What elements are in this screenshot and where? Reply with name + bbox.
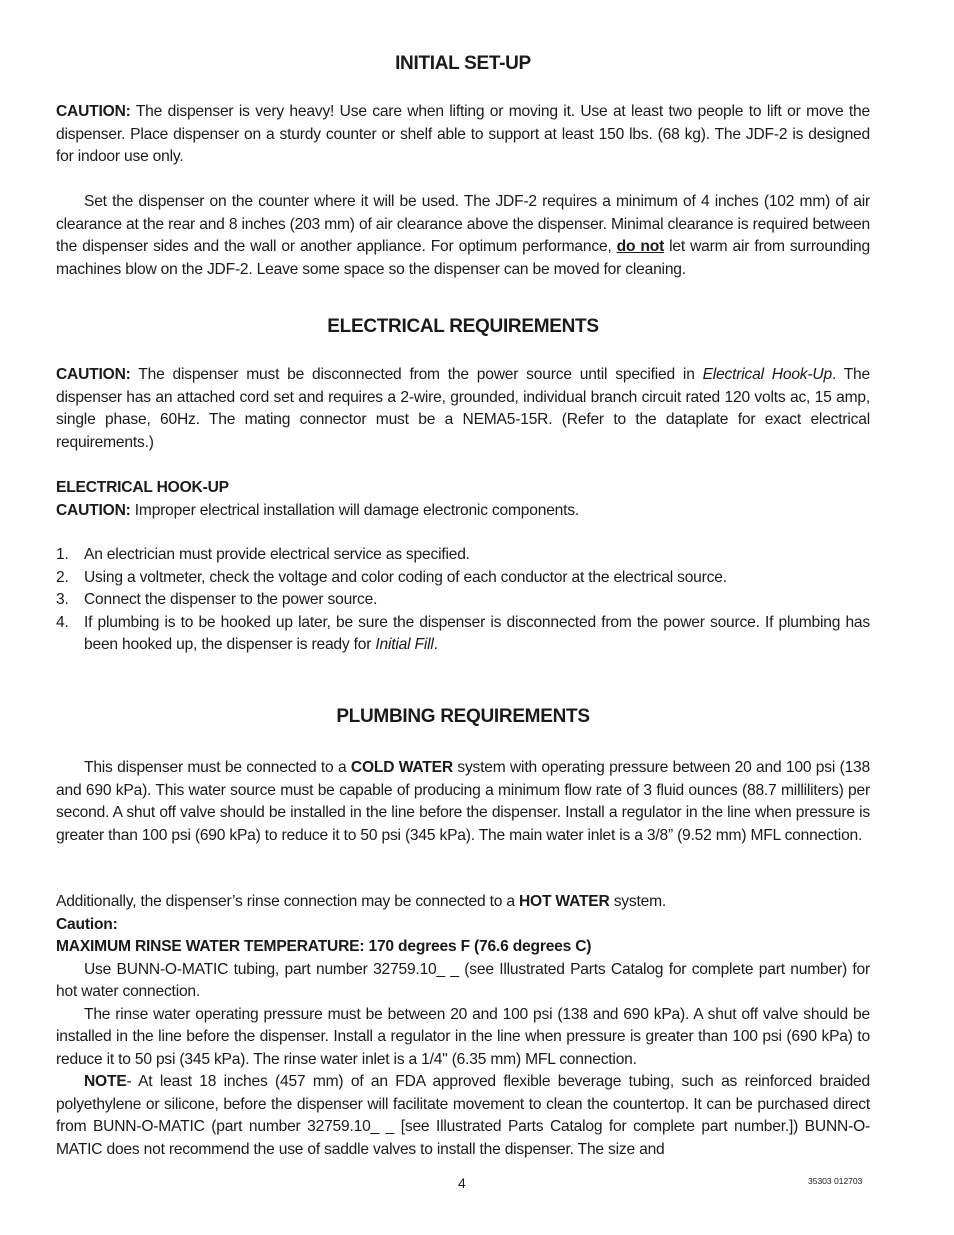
max-temperature-warning: MAXIMUM RINSE WATER TEMPERATURE: 170 degrees F (76.6 degrees C): [56, 938, 592, 955]
step-number: 3.: [56, 591, 69, 608]
note-text: - At least 18 inches (457 mm) of an FDA approved flexible beverage tubing, such as reinforced braided polyethylene or silicone, before the dispenser will facilitate movement to clean the countertop. It can be purchased direct from BUNN-O-MATIC (part number 32759.10_ _ [see Illustrated Parts Catalog for complete part number.]) BUNN-O-MATIC does not recommend the use of saddle valves to install the dispenser. The size and: [56, 1073, 870, 1158]
paragraph-text-a: This dispenser must be connected to a: [84, 759, 351, 776]
caution-text: The dispenser is very heavy! Use care when lifting or moving it. Use at least two people to lift or move the dispenser. Place dispenser on a sturdy counter or shelf able to support at least 150 lbs. (68 kg). The JDF-2 is designed for indoor use only.: [56, 103, 870, 165]
plumbing-hot-water-section: [56, 891, 870, 1161]
caution-text: Improper electrical installation will damage electronic components.: [130, 501, 580, 519]
hookup-heading: ELECTRICAL HOOK-UP: [56, 479, 229, 496]
emphasis-cold-water: COLD WATER: [350, 759, 453, 776]
paragraph-text-a: Additionally, the dispenser’s rinse connection may be connected to a: [56, 893, 519, 910]
step-number: 4.: [56, 613, 69, 631]
hookup-section: [56, 477, 870, 522]
initial-setup-paragraph: [56, 191, 870, 281]
step-text: If plumbing is to be hooked up later, be sure the dispenser is disconnected from the power source. If plumbing has been hooked up, the dispenser is ready for: [84, 613, 870, 653]
note-label: NOTE: [84, 1073, 127, 1090]
plumbing-note: [56, 1071, 870, 1161]
paragraph-text-b: let warm air from surrounding machines blow on the JDF-2. Leave some space so the dispenser can be moved for cleaning.: [56, 238, 870, 278]
plumbing-paragraph-1: [56, 757, 870, 847]
plumbing-paragraph-2: [56, 891, 870, 914]
page-number: 4: [458, 1175, 466, 1191]
emphasis-do-not: do not: [616, 238, 665, 255]
plumbing-paragraph-4: The rinse water operating pressure must be between 20 and 100 psi (138 and 690 kPa). A shut off valve should be installed in the line before the dispenser. Install a regulator in the line when pressure is greater than 100 psi (690 kPa) to reduce it to 50 psi (345 kPa). The rinse water inlet is a 1/4" (6.35 mm) MFL connection.: [56, 1005, 870, 1068]
plumbing-paragraph-3: Use BUNN-O-MATIC tubing, part number 32759.10_ _ (see Illustrated Parts Catalog for complete part number) for hot water connection.: [56, 960, 870, 1000]
list-item: [56, 612, 870, 657]
paragraph-text-b: system.: [609, 893, 667, 910]
step-text: An electrician must provide electrical service as specified.: [84, 546, 470, 563]
step-tail: .: [433, 636, 438, 653]
initial-setup-caution: [56, 101, 870, 169]
paragraph-text-b: system with operating pressure between 20 and 100 psi (138 and 690 kPa). This water source must be capable of producing a minimum flow rate of 3 fluid ounces (88.7 milliliters) per second. A shut off valve should be installed in the line before the dispenser. Install a regulator in the line when pressure is greater than 100 psi (690 kPa) to reduce it to 50 psi (345 kPa). The main water inlet is a 3/8” (9.52 mm) MFL connection.: [56, 759, 870, 844]
step-number: 2.: [56, 568, 69, 586]
step-text: Using a voltmeter, check the voltage and color coding of each conductor at the electrical source.: [84, 568, 727, 586]
caution-label: CAUTION:: [56, 103, 131, 120]
list-item: [56, 589, 870, 612]
electrical-caution: [56, 364, 870, 454]
caution-label: Caution:: [56, 915, 118, 933]
document-code: 35303 012703: [808, 1176, 863, 1186]
caution-text-b: . The dispenser has an attached cord set and requires a 2-wire, grounded, individual branch circuit rated 120 volts ac, 15 amp, single phase, 60Hz. The mating connector must be a NEMA5-15R. (Refer to the dataplate for exact electrical requirements.): [56, 366, 870, 451]
step-text: Connect the dispenser to the power source.: [84, 591, 378, 608]
caution-label: CAUTION:: [56, 366, 131, 383]
hookup-steps: [56, 544, 870, 657]
paragraph-text-a: Set the dispenser on the counter where it will be used. The JDF-2 requires a minimum of 4 inches (102 mm) of air clearance at the rear and 8 inches (203 mm) of air clearance above the dispenser. Minimal clearance is required between the dispenser sides and the wall or another appliance. For optimum performance,: [56, 193, 870, 255]
list-item: [56, 567, 870, 590]
emphasis-hot-water: HOT WATER: [518, 893, 610, 910]
list-item: [56, 544, 870, 567]
initial-setup-heading: INITIAL SET-UP: [395, 53, 531, 74]
electrical-hookup-ref: Electrical Hook-Up: [702, 366, 832, 383]
caution-label: CAUTION:: [56, 501, 131, 519]
plumbing-heading: PLUMBING REQUIREMENTS: [336, 706, 590, 727]
electrical-heading: ELECTRICAL REQUIREMENTS: [327, 316, 599, 337]
initial-fill-ref: Initial Fill: [375, 636, 434, 653]
caution-text-a: The dispenser must be disconnected from the power source until specified in: [130, 366, 703, 383]
hookup-caution: [56, 500, 870, 523]
step-number: 1.: [56, 546, 69, 563]
